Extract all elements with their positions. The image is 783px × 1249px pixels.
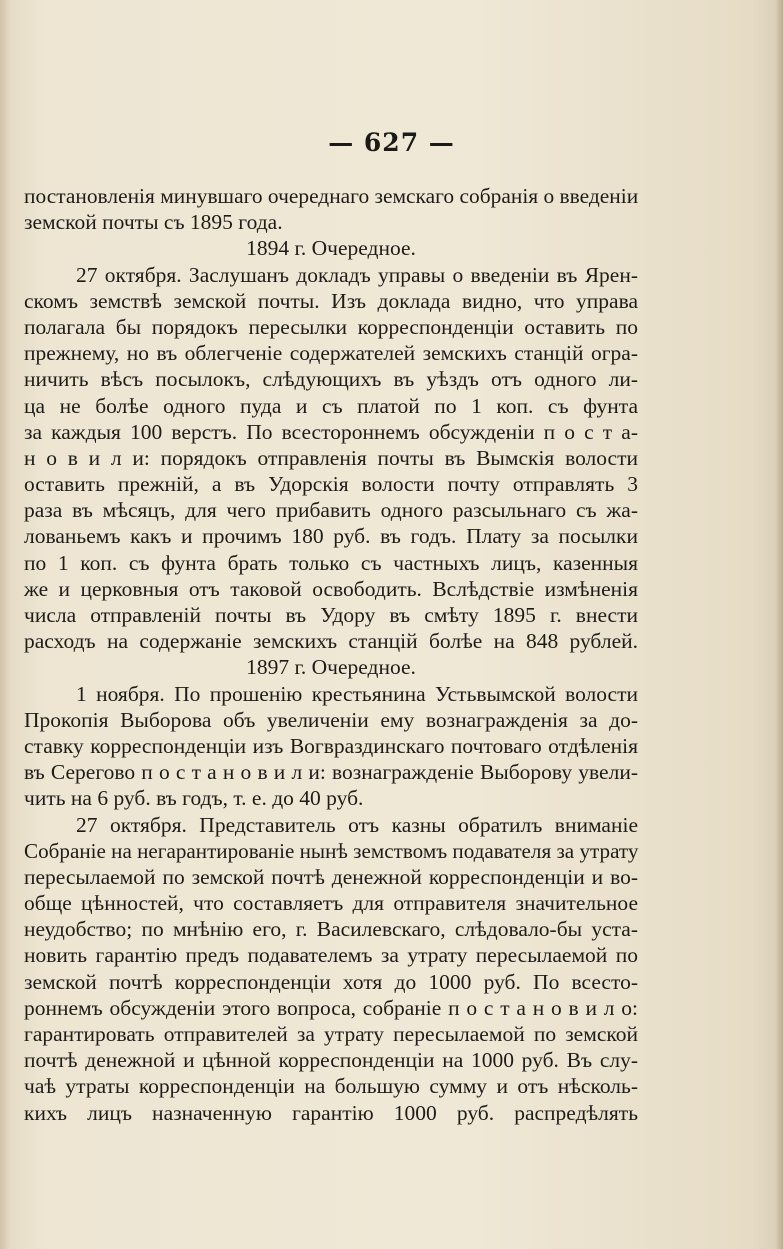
text-line: числа отправленій почты въ Удору въ смѣту 1895 г. внести — [24, 603, 638, 627]
text-line: по 1 коп. съ фунта брать только съ частныхъ лицъ, казенныя — [24, 550, 638, 575]
text-line: н о в и л и: порядокъ отправленія почты въ Вымскія волости — [24, 445, 638, 470]
body-text — [24, 183, 638, 1126]
text-line: ничить вѣсъ посылокъ, слѣдующихъ въ уѣздъ отъ одного ли- — [24, 367, 638, 392]
text-line: почтѣ денежной и цѣнной корреспонденціи на 1000 руб. Въ слу- — [24, 1048, 638, 1073]
page-number: — 627 — — [328, 128, 455, 157]
section-heading: 1894 г. Очередное. — [246, 236, 416, 261]
section-heading: 1897 г. Очередное. — [246, 655, 416, 680]
page-edge-shadow-right — [775, 0, 783, 1249]
text-line: земской почтѣ корреспонденціи хотя до 1000 руб. По всесто- — [24, 969, 638, 994]
text-line: новить гарантію предъ подавателемъ за утрату пересылаемой по — [24, 943, 638, 968]
text-line: раза въ мѣсяцъ, для чего прибавить одного разсыльнаго съ жа- — [24, 498, 638, 523]
text-line: пересылаемой по земской почтѣ денежной корреспонденціи и во- — [24, 864, 638, 889]
text-line: лованьемъ какъ и прочимъ 180 руб. въ годъ. Плату за посылки — [24, 524, 638, 549]
text-line: расходъ на содержаніе земскихъ станцій болѣе на 848 рублей. — [24, 629, 638, 654]
text-line: постановленія минувшаго очереднаго земскаго собранія о введеніи — [24, 184, 639, 208]
text-line: неудобство; по мнѣнію его, г. Василевскаго, слѣдовало-бы уста- — [24, 917, 638, 942]
text-line: за каждыя 100 верстъ. По всестороннемъ обсужденіи п о с т а- — [24, 419, 638, 444]
text-line: чаѣ утраты корреспонденціи на большую сумму и отъ нѣсколь- — [24, 1074, 638, 1099]
text-line: гарантировать отправителей за утрату пересылаемой по земской — [24, 1022, 638, 1046]
text-line: 27 октября. Заслушанъ докладъ управы о введеніи въ Ярен- — [76, 262, 638, 287]
page-edge-shadow-left — [0, 0, 10, 1249]
text-line: Прокопія Выборова объ увеличеніи ему вознагражденія за до- — [24, 707, 638, 732]
text-line: 1 ноября. По прошенію крестьянина Устьвымской волости — [76, 681, 638, 706]
text-line: Собраніе на негарантированіе нынѣ земствомъ подавателя за утрату — [24, 838, 639, 863]
text-line: скомъ земствѣ земской почты. Изъ доклада видно, что управа — [24, 288, 638, 313]
text-line: 27 октября. Представитель отъ казны обратилъ вниманіе — [76, 812, 638, 837]
text-line: оставить прежній, а въ Удорскія волости почту отправлять 3 — [24, 472, 638, 497]
text-line: обще цѣнностей, что составляетъ для отправителя значительное — [24, 891, 638, 916]
text-line: полагала бы порядокъ пересылки корреспонденціи оставить по — [24, 314, 638, 339]
text-line: чить на 6 руб. въ годъ, т. е. до 40 руб. — [24, 786, 364, 811]
text-line: ца не болѣе одного пуда и съ платой по 1 коп. съ фунта — [24, 393, 638, 418]
text-line: же и церковныя отъ таковой освободить. Вслѣдствіе измѣненія — [24, 576, 638, 601]
text-line: кихъ лицъ назначенную гарантію 1000 руб. распредѣлять — [24, 1100, 638, 1125]
text-line: земской почты съ 1895 года. — [24, 210, 283, 235]
text-line: въ Серегово п о с т а н о в и л и: вознагражденіе Выборову увели- — [24, 760, 638, 785]
text-line: роннемъ обсужденіи этого вопроса, собраніе п о с т а н о в и л о: — [24, 995, 638, 1020]
text-line: ставку корреспонденціи изъ Вогвраздинскаго почтоваго отдѣленія — [24, 733, 638, 758]
text-line: прежнему, но въ облегченіе содержателей земскихъ станцій огра- — [24, 341, 638, 366]
